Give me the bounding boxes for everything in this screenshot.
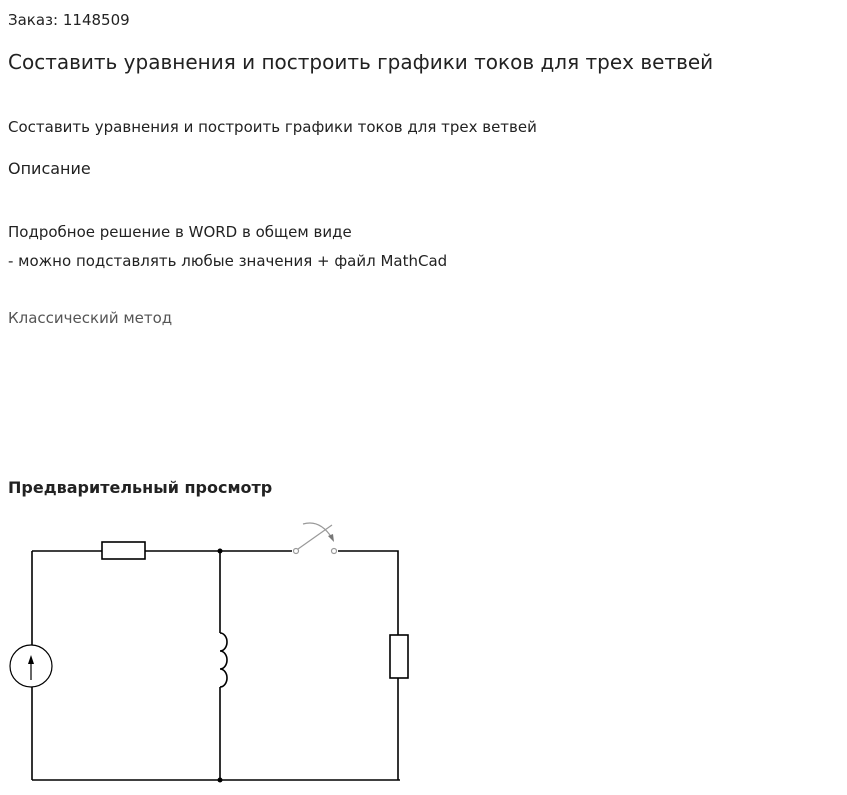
junction-node-bottom [218,778,223,783]
switch-arrow-head [328,534,334,542]
product-subtitle: Составить уравнения и построить графики токов для трех ветвей [8,118,537,136]
description-heading: Описание [8,159,91,178]
wire-top-right [338,551,398,635]
description-line: - можно подставлять любые значения + файл MathCad [8,252,448,270]
preview-heading: Предварительный просмотр [8,478,273,497]
order-id: Заказ: 1148509 [8,11,130,29]
junction-node-top [218,549,223,554]
resistor-right [390,635,408,678]
resistor-top [102,542,145,559]
page-title: Составить уравнения и построить графики токов для трех ветвей [8,50,714,74]
inductor-icon [220,633,227,687]
circuit-diagram [0,515,420,790]
description-line: Подробное решение в WORD в общем виде [8,223,352,241]
switch-icon [294,523,337,554]
method-label: Классический метод [8,309,173,327]
